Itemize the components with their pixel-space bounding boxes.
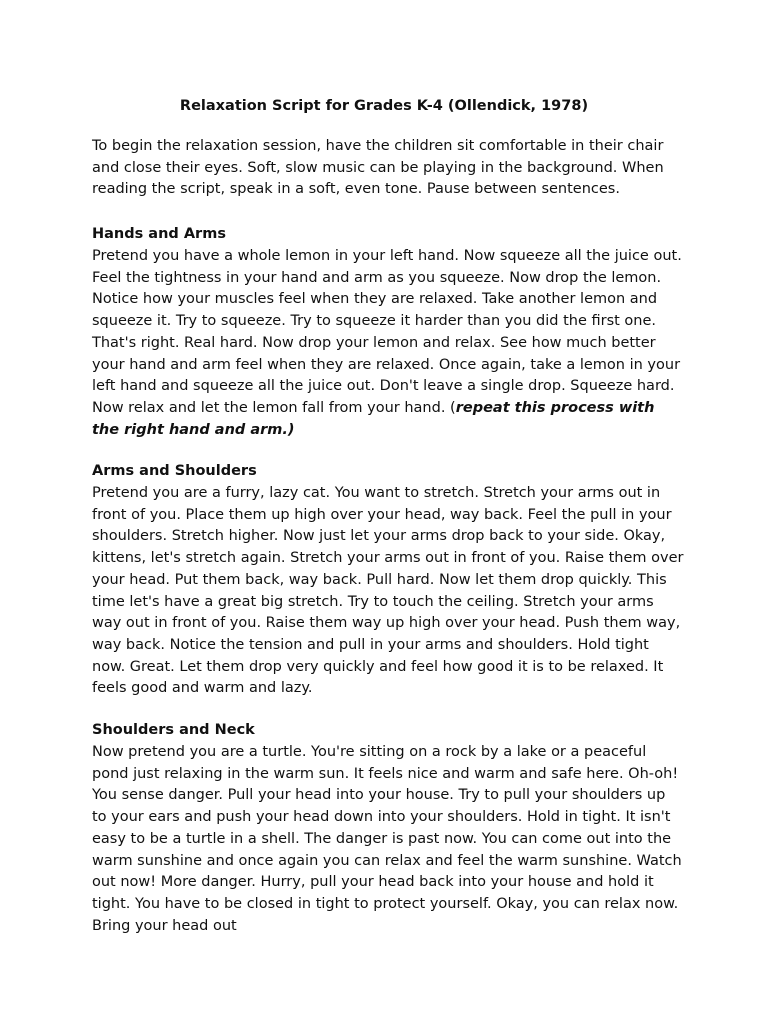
section-heading-hands-and-arms: Hands and Arms: [92, 226, 226, 242]
section-heading-shoulders-and-neck: Shoulders and Neck: [92, 722, 255, 738]
section-body-hands-and-arms: [92, 246, 684, 441]
section-note: repeat this process with the right hand and arm.): [92, 399, 655, 438]
section-body-shoulders-and-neck: Now pretend you are a turtle. You're sitting on a rock by a lake or a peaceful pond just relaxing in the warm sun. It feels nice and warm and safe here. Oh-oh! You sense danger. Pull your head into your house. Try to pull your shoulders up to your ears and push your head down into your shoulders. Hold in tight. It isn't easy to be a turtle in a shell. The danger is past now. You can come out into the warm sunshine and once again you can relax and feel the warm sunshine. Watch out now! More danger. Hurry, pull your head back into your house and hold it tight. You have to be closed in tight to protect yourself. Okay, you can relax now. Bring your head out: [92, 744, 682, 934]
section-heading-arms-and-shoulders: Arms and Shoulders: [92, 463, 257, 479]
document-title: Relaxation Script for Grades K-4 (Ollendick, 1978): [179, 98, 589, 114]
section-body-text: Pretend you have a whole lemon in your left hand. Now squeeze all the juice out. Feel the tightness in your hand and arm as you squeeze. Now drop the lemon. Notice how your muscles feel when they are relaxed. Take another lemon and squeeze it. Try to squeeze. Try to squeeze it harder than you did the first one. That's right. Real hard. Now drop your lemon and relax. See how much better your hand and arm feel when they are relaxed. Once again, take a lemon in your left hand and squeeze all the juice out. Don't leave a single drop. Squeeze hard. Now relax and let the lemon fall from your hand. (: [92, 248, 682, 416]
intro-paragraph: To begin the relaxation session, have the children sit comfortable in their chair and close their eyes. Soft, slow music can be playing in the background. When reading the script, speak in a soft, even tone. Pause between sentences.: [92, 138, 664, 198]
section-body-arms-and-shoulders: Pretend you are a furry, lazy cat. You want to stretch. Stretch your arms out in front of you. Place them up high over your head, way back. Feel the pull in your shoulders. Stretch higher. Now just let your arms drop back to your side. Okay, kittens, let's stretch again. Stretch your arms out in front of you. Raise them over your head. Put them back, way back. Pull hard. Now let them drop quickly. This time let's have a great big stretch. Try to touch the ceiling. Stretch your arms way out in front of you. Raise them way up high over your head. Push them way, way back. Notice the tension and pull in your arms and shoulders. Hold tight now. Great. Let them drop very quickly and feel how good it is to be relaxed. It feels good and warm and lazy.: [92, 485, 684, 697]
